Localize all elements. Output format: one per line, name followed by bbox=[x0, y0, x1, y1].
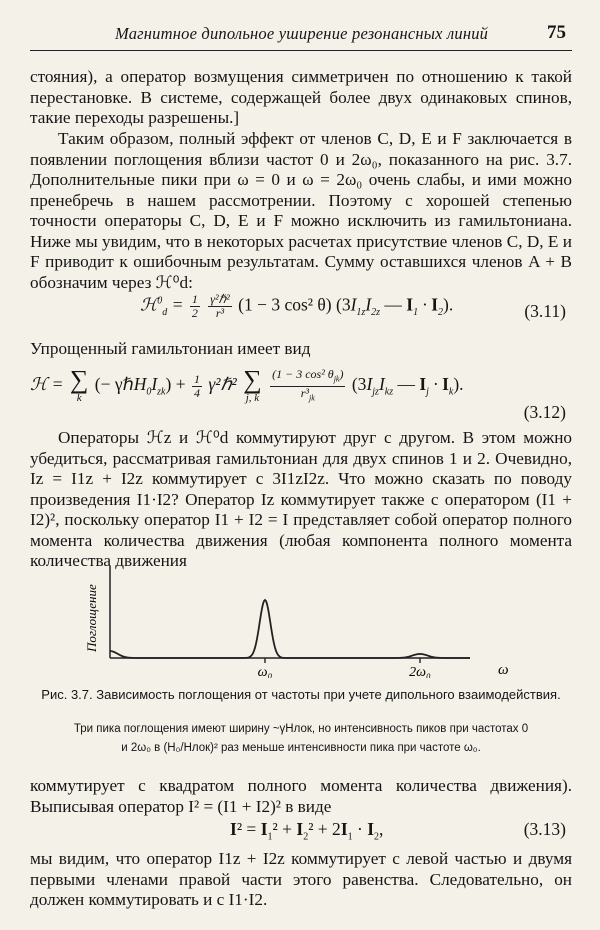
equation-3-13-body: $I^2 = I_1^2 + I_2^2 + 2I_1 \cdot I_2$, bbox=[230, 819, 384, 843]
page-number: 75 bbox=[547, 22, 566, 43]
paragraph-2: Таким образом, полный эффект от членов C, D, E и F заключается в появлении поглощения вблизи частот 0 и 2ω₀, показанного на рис. 3.7. Дополнительные пики при ω = 0 и ω = 2ω₀ очень слабы, и ими можно пренебречь в нашем рассмотрении. Поэтому с хорошей степенью точности операторы C, D, E и F можно исключить из гамильтониана. Ниже мы увидим, что в некоторых расчетах присутствие членов C, D, E и F приводит к ошибочным результатам. Сумму оставшихся членов A + B обозначим через ℋ⁰d: bbox=[30, 129, 572, 292]
figure-caption-note-line-1: Три пика поглощения имеют ширину ~γHлок, но интенсивность пиков при частотах 0 bbox=[73, 723, 529, 735]
absorption-figure bbox=[70, 560, 510, 678]
equation-3-12-body: ℋ = ∑ k (− $\gamma\hbar H_0I_{zk}$) + $\frac{1}{4}$ γ²ℏ² ∑ j, k $\frac{(1 - 3 \cos^2 \theta_{jk})}{r^3_{jk}}$ ($3I_{jz}I_{kz}$ — $I_j \cdot I_k$). bbox=[30, 365, 464, 404]
figure-xlabel: ω bbox=[498, 662, 509, 678]
paragraph-1: стояния), а оператор возмущения симметричен по отношению к такой перестановке. В системе, содержащей более двух одинаковых спинов, такие переходы разрешены.] bbox=[30, 67, 572, 127]
paragraph-6: мы видим, что оператор I1z + I2z коммутирует с левой частью и двумя первыми членами правой части этого равенства. Следовательно, он должен коммутировать и с I1·I2. bbox=[30, 849, 572, 909]
paragraph-5: коммутирует с квадратом полного момента количества движения). Выписывая оператор I² = (I1 + I2)² в виде bbox=[30, 776, 572, 816]
x-tick-label-2: 2ω₀ bbox=[409, 665, 431, 678]
equation-3-11-body: ℋ$^0_d$ = $\frac{1}{2}$ $\frac{\text{γ²ℏ²}}{\text{r³}}$ (1 − 3 cos² θ) ($3I_{1z}I_{2z}$ — $I_1 \cdot I_2$). bbox=[140, 292, 454, 320]
running-title: Магнитное дипольное уширение резонансных линий bbox=[115, 24, 489, 43]
absorption-curve bbox=[110, 600, 470, 658]
figure-caption-note-line-2: и 2ω₀ в (H₀/Hлок)² раз меньше интенсивности пика при частоте ω₀. bbox=[121, 742, 481, 754]
equation-3-12-number: (3.12) bbox=[523, 402, 566, 422]
running-header bbox=[30, 20, 572, 51]
x-tick-label-1: ω₀ bbox=[257, 665, 273, 678]
paragraph-3: Упрощенный гамильтониан имеет вид bbox=[30, 339, 311, 358]
figure-caption-note bbox=[40, 720, 562, 758]
figure-caption-title: Рис. 3.7. Зависимость поглощения от частоты при учете дипольного взаимодействия. bbox=[41, 687, 561, 702]
equation-3-11-number: (3.11) bbox=[524, 301, 566, 321]
equation-3-11 bbox=[30, 293, 572, 333]
equation-3-12 bbox=[30, 364, 572, 424]
paragraph-4: Операторы ℋz и ℋ⁰d коммутируют друг с другом. В этом можно убедиться, рассматривая гамильтониан для двух спинов 1 и 2. Очевидно, Iz = I1z + I2z коммутирует с 3I1zI2z. Что можно сказать по поводу произведения I1·I2? Оператор Iz коммутирует также с оператором (I1 + I2)², поскольку оператор I1 + I2 = I представляет собой оператор полного момента количества движения (любая компонента полного момента количества движения bbox=[30, 428, 572, 570]
figure-ylabel: Поглощение bbox=[84, 584, 99, 652]
equation-3-13-number: (3.13) bbox=[523, 819, 566, 839]
